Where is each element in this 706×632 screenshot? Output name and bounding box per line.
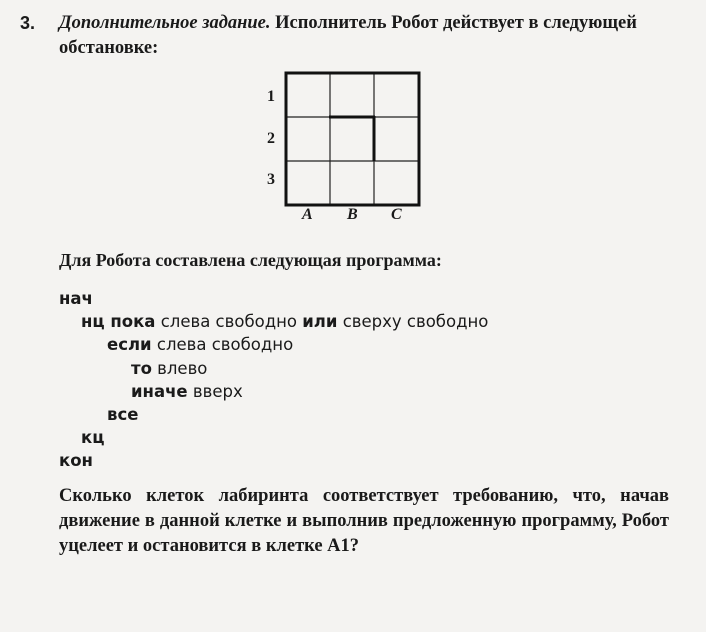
row-label-1: 1	[267, 88, 275, 105]
code-line-3	[59, 333, 488, 356]
maze-grid	[258, 68, 438, 208]
col-label-a: A	[302, 206, 313, 223]
maze-border	[286, 73, 419, 205]
code-text: слева свободно	[151, 335, 294, 355]
program-caption: Для Робота составлена следующая программа:	[59, 250, 442, 270]
code-line-8	[59, 449, 488, 472]
code-line-1	[59, 287, 488, 310]
col-label-c: C	[391, 206, 402, 223]
row-label-2: 2	[267, 130, 275, 147]
code-line-4	[59, 357, 488, 380]
keyword-end: кон	[59, 451, 93, 471]
keyword-loop-while: нц пока	[81, 312, 156, 332]
keyword-begin: нач	[59, 289, 93, 308]
code-text: влево	[151, 358, 208, 378]
code-text: слева свободно	[155, 312, 303, 332]
keyword-else: иначе	[131, 381, 188, 401]
row-label-3: 3	[267, 171, 275, 188]
col-label-b: B	[347, 206, 358, 223]
code-line-6	[59, 403, 488, 426]
code-text: сверху свободно	[337, 312, 489, 332]
program-code	[59, 287, 488, 473]
code-line-5	[59, 380, 488, 403]
keyword-end-loop: кц	[81, 428, 105, 448]
keyword-then: то	[131, 358, 152, 378]
question-text: Сколько клеток лабиринта соответствует требованию, что, начав движение в данной клетке и выполнив предложенную программу, Робот уцелеет и остановится в клетке A1?	[59, 486, 669, 556]
maze-figure	[258, 68, 438, 230]
code-line-7	[59, 426, 488, 449]
code-line-2	[59, 310, 488, 333]
problem-number: 3.	[20, 13, 36, 33]
keyword-end-if: все	[107, 405, 139, 425]
keyword-or: или	[302, 312, 338, 332]
problem-intro-text: Исполнитель Робот действует в следующей обстановке:	[59, 13, 637, 58]
problem-title: Дополнительное задание.	[59, 13, 271, 33]
problem-intro	[59, 11, 689, 61]
keyword-if: если	[107, 335, 152, 355]
code-text: вверх	[187, 381, 243, 401]
